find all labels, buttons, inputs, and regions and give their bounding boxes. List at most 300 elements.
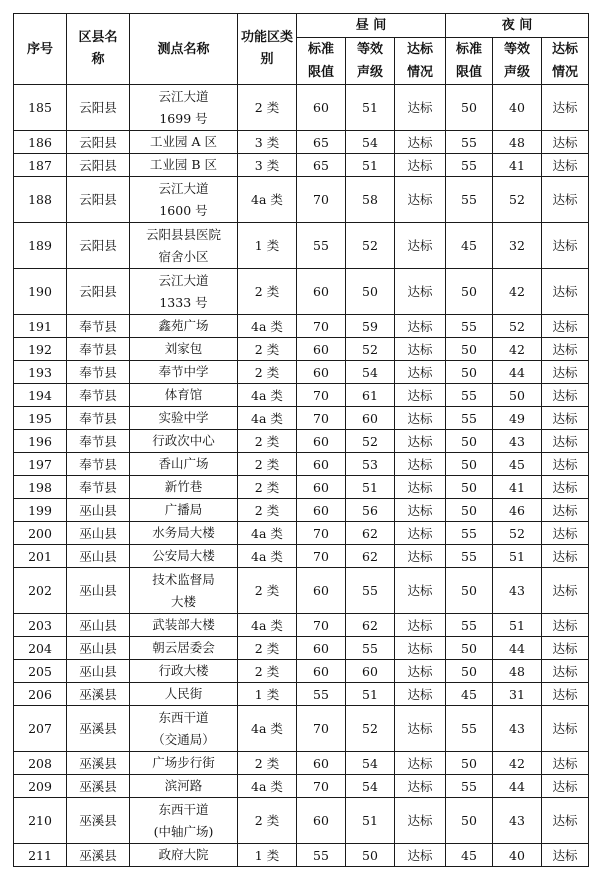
row-zone: 4a 类 bbox=[238, 614, 297, 637]
row-night-status: 达标 bbox=[542, 453, 589, 476]
row-night-level: 52 bbox=[493, 522, 542, 545]
row-zone: 2 类 bbox=[238, 798, 297, 844]
table-row bbox=[14, 269, 589, 315]
row-seq: 186 bbox=[14, 131, 67, 154]
header-night-level bbox=[493, 38, 542, 85]
row-day-level: 50 bbox=[346, 844, 395, 867]
row-site bbox=[130, 269, 238, 315]
row-zone: 1 类 bbox=[238, 683, 297, 706]
row-zone: 4a 类 bbox=[238, 384, 297, 407]
row-night-level: 44 bbox=[493, 361, 542, 384]
row-day-status: 达标 bbox=[395, 775, 446, 798]
row-site-line: 云江大道 bbox=[158, 272, 209, 288]
noise-monitoring-table bbox=[13, 13, 589, 867]
row-night-status: 达标 bbox=[542, 798, 589, 844]
row-night-limit: 55 bbox=[446, 131, 493, 154]
row-day-limit: 60 bbox=[297, 568, 346, 614]
header-day-limit-text: 标准限值 bbox=[307, 42, 334, 80]
row-site-line: 人民街 bbox=[164, 686, 203, 701]
row-night-limit: 50 bbox=[446, 637, 493, 660]
row-site-line: 刘家包 bbox=[164, 341, 203, 356]
row-county: 奉节县 bbox=[67, 476, 130, 499]
table-row bbox=[14, 706, 589, 752]
row-site-line: 工业园 B 区 bbox=[149, 157, 218, 172]
row-night-status: 达标 bbox=[542, 706, 589, 752]
row-site-line: 鑫苑广场 bbox=[158, 318, 209, 333]
row-day-level: 51 bbox=[346, 154, 395, 177]
row-site bbox=[130, 614, 238, 637]
row-site-line: 广场步行街 bbox=[152, 755, 215, 770]
row-day-limit: 60 bbox=[297, 361, 346, 384]
row-site bbox=[130, 476, 238, 499]
row-zone: 2 类 bbox=[238, 430, 297, 453]
table-row bbox=[14, 476, 589, 499]
row-zone: 2 类 bbox=[238, 453, 297, 476]
row-day-status: 达标 bbox=[395, 384, 446, 407]
table-row bbox=[14, 407, 589, 430]
row-site-line: 行政大楼 bbox=[158, 663, 209, 678]
row-site-line: 宿舍小区 bbox=[158, 248, 209, 264]
row-site-line: 云阳县县医院 bbox=[145, 226, 221, 242]
row-day-level: 54 bbox=[346, 131, 395, 154]
row-zone: 2 类 bbox=[238, 499, 297, 522]
table-row bbox=[14, 499, 589, 522]
row-site bbox=[130, 177, 238, 223]
row-night-limit: 50 bbox=[446, 568, 493, 614]
header-night-limit-text: 标准限值 bbox=[455, 42, 482, 80]
row-night-limit: 45 bbox=[446, 683, 493, 706]
row-day-limit: 70 bbox=[297, 706, 346, 752]
row-night-level: 43 bbox=[493, 568, 542, 614]
row-night-status: 达标 bbox=[542, 775, 589, 798]
row-site bbox=[130, 637, 238, 660]
row-day-status: 达标 bbox=[395, 85, 446, 131]
row-seq: 204 bbox=[14, 637, 67, 660]
row-day-level: 58 bbox=[346, 177, 395, 223]
table-row bbox=[14, 361, 589, 384]
row-day-level: 53 bbox=[346, 453, 395, 476]
row-night-limit: 55 bbox=[446, 154, 493, 177]
row-day-limit: 60 bbox=[297, 752, 346, 775]
row-night-status: 达标 bbox=[542, 844, 589, 867]
row-site bbox=[130, 315, 238, 338]
row-night-status: 达标 bbox=[542, 131, 589, 154]
row-seq: 202 bbox=[14, 568, 67, 614]
row-site bbox=[130, 683, 238, 706]
row-night-limit: 50 bbox=[446, 752, 493, 775]
row-night-limit: 55 bbox=[446, 545, 493, 568]
table-row bbox=[14, 545, 589, 568]
row-day-limit: 60 bbox=[297, 85, 346, 131]
row-site-line: 政府大院 bbox=[158, 847, 209, 862]
header-zone-text: 功能区类别 bbox=[241, 30, 294, 67]
row-county: 巫山县 bbox=[67, 545, 130, 568]
row-site bbox=[130, 499, 238, 522]
row-night-level: 42 bbox=[493, 269, 542, 315]
row-night-status: 达标 bbox=[542, 752, 589, 775]
row-zone: 4a 类 bbox=[238, 177, 297, 223]
row-seq: 192 bbox=[14, 338, 67, 361]
row-night-level: 51 bbox=[493, 545, 542, 568]
row-day-status: 达标 bbox=[395, 499, 446, 522]
row-night-limit: 45 bbox=[446, 844, 493, 867]
row-day-status: 达标 bbox=[395, 430, 446, 453]
row-day-limit: 55 bbox=[297, 844, 346, 867]
row-day-status: 达标 bbox=[395, 407, 446, 430]
row-night-status: 达标 bbox=[542, 269, 589, 315]
row-night-limit: 50 bbox=[446, 453, 493, 476]
row-day-limit: 65 bbox=[297, 131, 346, 154]
table-row bbox=[14, 430, 589, 453]
row-seq: 193 bbox=[14, 361, 67, 384]
row-seq: 187 bbox=[14, 154, 67, 177]
row-site-line: 云江大道 bbox=[158, 180, 209, 196]
header-day-level-text: 等效声级 bbox=[356, 42, 383, 80]
row-county: 巫溪县 bbox=[67, 798, 130, 844]
row-site-line: 公安局大楼 bbox=[152, 548, 215, 563]
row-county: 奉节县 bbox=[67, 407, 130, 430]
row-day-limit: 70 bbox=[297, 177, 346, 223]
header-seq: 序号 bbox=[14, 14, 67, 85]
row-day-limit: 60 bbox=[297, 499, 346, 522]
row-site-line: 武装部大楼 bbox=[152, 617, 215, 632]
row-site bbox=[130, 798, 238, 844]
row-night-status: 达标 bbox=[542, 660, 589, 683]
row-day-status: 达标 bbox=[395, 568, 446, 614]
row-zone: 4a 类 bbox=[238, 407, 297, 430]
table-row bbox=[14, 798, 589, 844]
row-day-level: 50 bbox=[346, 269, 395, 315]
row-night-limit: 50 bbox=[446, 798, 493, 844]
row-site bbox=[130, 85, 238, 131]
row-zone: 2 类 bbox=[238, 361, 297, 384]
row-day-level: 62 bbox=[346, 614, 395, 637]
row-site bbox=[130, 706, 238, 752]
row-county: 奉节县 bbox=[67, 338, 130, 361]
table-row bbox=[14, 568, 589, 614]
row-night-status: 达标 bbox=[542, 522, 589, 545]
row-day-level: 62 bbox=[346, 545, 395, 568]
row-day-status: 达标 bbox=[395, 223, 446, 269]
row-site-line: 工业园 A 区 bbox=[150, 134, 217, 149]
row-zone: 2 类 bbox=[238, 752, 297, 775]
row-site-line: 奉节中学 bbox=[158, 364, 209, 379]
row-seq: 191 bbox=[14, 315, 67, 338]
row-day-level: 60 bbox=[346, 660, 395, 683]
row-county: 巫山县 bbox=[67, 499, 130, 522]
header-day: 昼 间 bbox=[297, 14, 446, 38]
header-county-text: 区县名称 bbox=[78, 30, 118, 67]
row-county: 奉节县 bbox=[67, 453, 130, 476]
row-day-level: 51 bbox=[346, 476, 395, 499]
row-site-line: 技术监督局 bbox=[152, 571, 215, 587]
row-zone: 4a 类 bbox=[238, 522, 297, 545]
row-night-status: 达标 bbox=[542, 85, 589, 131]
row-night-status: 达标 bbox=[542, 315, 589, 338]
row-seq: 195 bbox=[14, 407, 67, 430]
row-day-level: 61 bbox=[346, 384, 395, 407]
row-seq: 206 bbox=[14, 683, 67, 706]
row-site-line: 东西干道 bbox=[158, 709, 209, 725]
row-night-limit: 50 bbox=[446, 476, 493, 499]
row-day-status: 达标 bbox=[395, 614, 446, 637]
row-night-level: 48 bbox=[493, 131, 542, 154]
table-row bbox=[14, 752, 589, 775]
row-night-level: 31 bbox=[493, 683, 542, 706]
row-day-status: 达标 bbox=[395, 315, 446, 338]
row-seq: 185 bbox=[14, 85, 67, 131]
row-site bbox=[130, 775, 238, 798]
row-county: 巫溪县 bbox=[67, 752, 130, 775]
row-night-status: 达标 bbox=[542, 568, 589, 614]
row-day-level: 52 bbox=[346, 430, 395, 453]
table-row bbox=[14, 844, 589, 867]
row-day-level: 59 bbox=[346, 315, 395, 338]
row-day-status: 达标 bbox=[395, 637, 446, 660]
row-county: 巫溪县 bbox=[67, 844, 130, 867]
header-day-limit bbox=[297, 38, 346, 85]
row-night-status: 达标 bbox=[542, 384, 589, 407]
row-day-status: 达标 bbox=[395, 453, 446, 476]
row-day-limit: 70 bbox=[297, 407, 346, 430]
row-night-level: 42 bbox=[493, 752, 542, 775]
row-seq: 194 bbox=[14, 384, 67, 407]
table-row bbox=[14, 775, 589, 798]
row-seq: 190 bbox=[14, 269, 67, 315]
row-day-limit: 60 bbox=[297, 453, 346, 476]
row-night-status: 达标 bbox=[542, 683, 589, 706]
row-seq: 196 bbox=[14, 430, 67, 453]
row-night-level: 40 bbox=[493, 844, 542, 867]
row-site bbox=[130, 660, 238, 683]
document-page bbox=[13, 13, 588, 867]
row-seq: 210 bbox=[14, 798, 67, 844]
row-day-limit: 70 bbox=[297, 315, 346, 338]
row-night-limit: 55 bbox=[446, 384, 493, 407]
row-night-level: 52 bbox=[493, 177, 542, 223]
row-night-level: 48 bbox=[493, 660, 542, 683]
row-site bbox=[130, 522, 238, 545]
row-night-limit: 55 bbox=[446, 407, 493, 430]
header-night-level-text: 等效声级 bbox=[503, 42, 530, 80]
row-seq: 199 bbox=[14, 499, 67, 522]
row-night-status: 达标 bbox=[542, 223, 589, 269]
header-site: 测点名称 bbox=[130, 14, 238, 85]
row-night-level: 42 bbox=[493, 338, 542, 361]
row-day-status: 达标 bbox=[395, 476, 446, 499]
table-row bbox=[14, 637, 589, 660]
row-site-line: 新竹巷 bbox=[164, 479, 203, 494]
row-night-limit: 45 bbox=[446, 223, 493, 269]
row-site bbox=[130, 154, 238, 177]
row-night-limit: 55 bbox=[446, 522, 493, 545]
row-day-limit: 60 bbox=[297, 338, 346, 361]
row-site-line: 东西干道 bbox=[158, 801, 209, 817]
row-day-status: 达标 bbox=[395, 683, 446, 706]
row-county: 奉节县 bbox=[67, 361, 130, 384]
row-seq: 198 bbox=[14, 476, 67, 499]
row-county: 奉节县 bbox=[67, 384, 130, 407]
row-day-level: 51 bbox=[346, 798, 395, 844]
row-day-limit: 60 bbox=[297, 430, 346, 453]
row-county: 巫溪县 bbox=[67, 683, 130, 706]
table-row bbox=[14, 315, 589, 338]
row-site bbox=[130, 545, 238, 568]
row-day-limit: 70 bbox=[297, 614, 346, 637]
row-night-level: 41 bbox=[493, 476, 542, 499]
row-night-status: 达标 bbox=[542, 177, 589, 223]
row-seq: 205 bbox=[14, 660, 67, 683]
header-row-top bbox=[14, 14, 589, 38]
row-day-status: 达标 bbox=[395, 177, 446, 223]
row-county: 巫山县 bbox=[67, 660, 130, 683]
row-night-status: 达标 bbox=[542, 430, 589, 453]
row-county: 巫山县 bbox=[67, 522, 130, 545]
row-day-level: 55 bbox=[346, 568, 395, 614]
row-zone: 3 类 bbox=[238, 131, 297, 154]
row-day-status: 达标 bbox=[395, 361, 446, 384]
table-row bbox=[14, 683, 589, 706]
row-day-limit: 60 bbox=[297, 660, 346, 683]
row-county: 云阳县 bbox=[67, 223, 130, 269]
row-day-level: 62 bbox=[346, 522, 395, 545]
row-day-level: 52 bbox=[346, 338, 395, 361]
table-row bbox=[14, 614, 589, 637]
row-site bbox=[130, 361, 238, 384]
row-site-line: 香山广场 bbox=[158, 456, 209, 471]
row-site-line: 实验中学 bbox=[158, 410, 209, 425]
row-site-line: 水务局大楼 bbox=[152, 525, 215, 540]
row-zone: 2 类 bbox=[238, 568, 297, 614]
row-seq: 211 bbox=[14, 844, 67, 867]
row-day-level: 55 bbox=[346, 637, 395, 660]
row-zone: 4a 类 bbox=[238, 545, 297, 568]
table-row bbox=[14, 223, 589, 269]
row-seq: 201 bbox=[14, 545, 67, 568]
row-site-line: 滨河路 bbox=[164, 778, 203, 793]
row-site bbox=[130, 568, 238, 614]
row-zone: 4a 类 bbox=[238, 706, 297, 752]
row-night-level: 51 bbox=[493, 614, 542, 637]
row-zone: 4a 类 bbox=[238, 775, 297, 798]
row-site-line: 行政次中心 bbox=[152, 433, 215, 448]
row-night-level: 43 bbox=[493, 706, 542, 752]
row-night-level: 44 bbox=[493, 775, 542, 798]
row-site bbox=[130, 407, 238, 430]
header-day-status-text: 达标情况 bbox=[406, 42, 433, 80]
row-night-limit: 50 bbox=[446, 430, 493, 453]
row-county: 巫山县 bbox=[67, 637, 130, 660]
table-row bbox=[14, 85, 589, 131]
row-zone: 2 类 bbox=[238, 476, 297, 499]
table-row bbox=[14, 131, 589, 154]
row-night-limit: 55 bbox=[446, 177, 493, 223]
row-day-status: 达标 bbox=[395, 522, 446, 545]
row-zone: 2 类 bbox=[238, 269, 297, 315]
row-night-status: 达标 bbox=[542, 545, 589, 568]
table-row bbox=[14, 522, 589, 545]
row-county: 云阳县 bbox=[67, 177, 130, 223]
row-day-status: 达标 bbox=[395, 706, 446, 752]
row-county: 奉节县 bbox=[67, 315, 130, 338]
row-night-level: 40 bbox=[493, 85, 542, 131]
row-county: 云阳县 bbox=[67, 85, 130, 131]
row-night-limit: 50 bbox=[446, 338, 493, 361]
header-night-limit bbox=[446, 38, 493, 85]
header-day-level bbox=[346, 38, 395, 85]
row-zone: 1 类 bbox=[238, 844, 297, 867]
row-site bbox=[130, 430, 238, 453]
row-site bbox=[130, 384, 238, 407]
row-night-status: 达标 bbox=[542, 499, 589, 522]
header-day-status bbox=[395, 38, 446, 85]
header-zone bbox=[238, 14, 297, 85]
row-day-level: 51 bbox=[346, 683, 395, 706]
row-county: 云阳县 bbox=[67, 131, 130, 154]
row-county: 巫山县 bbox=[67, 568, 130, 614]
row-site-line: 1600 号 bbox=[159, 202, 208, 218]
row-night-status: 达标 bbox=[542, 407, 589, 430]
row-day-level: 54 bbox=[346, 775, 395, 798]
row-night-level: 46 bbox=[493, 499, 542, 522]
row-site-line: 1333 号 bbox=[159, 294, 208, 310]
row-night-limit: 55 bbox=[446, 614, 493, 637]
row-day-status: 达标 bbox=[395, 131, 446, 154]
row-night-limit: 50 bbox=[446, 660, 493, 683]
row-site bbox=[130, 752, 238, 775]
row-night-level: 41 bbox=[493, 154, 542, 177]
row-seq: 188 bbox=[14, 177, 67, 223]
row-day-status: 达标 bbox=[395, 338, 446, 361]
row-night-limit: 50 bbox=[446, 85, 493, 131]
row-day-level: 56 bbox=[346, 499, 395, 522]
row-seq: 209 bbox=[14, 775, 67, 798]
row-day-limit: 70 bbox=[297, 522, 346, 545]
row-county: 奉节县 bbox=[67, 430, 130, 453]
table-row bbox=[14, 154, 589, 177]
row-zone: 3 类 bbox=[238, 154, 297, 177]
row-county: 云阳县 bbox=[67, 269, 130, 315]
row-site-line: 大楼 bbox=[170, 593, 196, 609]
row-site-line: 1699 号 bbox=[159, 110, 208, 126]
table-row bbox=[14, 384, 589, 407]
row-site-line: 云江大道 bbox=[158, 88, 209, 104]
row-county: 巫溪县 bbox=[67, 775, 130, 798]
row-day-limit: 60 bbox=[297, 637, 346, 660]
row-day-level: 54 bbox=[346, 361, 395, 384]
row-night-level: 32 bbox=[493, 223, 542, 269]
row-day-status: 达标 bbox=[395, 269, 446, 315]
row-day-level: 54 bbox=[346, 752, 395, 775]
row-zone: 2 类 bbox=[238, 637, 297, 660]
row-night-level: 43 bbox=[493, 430, 542, 453]
row-night-status: 达标 bbox=[542, 154, 589, 177]
header-night-status bbox=[542, 38, 589, 85]
row-night-level: 50 bbox=[493, 384, 542, 407]
table-row bbox=[14, 338, 589, 361]
row-site-line: (中轴广场) bbox=[153, 823, 214, 839]
row-day-limit: 65 bbox=[297, 154, 346, 177]
table-row bbox=[14, 453, 589, 476]
row-seq: 200 bbox=[14, 522, 67, 545]
row-night-level: 52 bbox=[493, 315, 542, 338]
row-site-line: 体育馆 bbox=[164, 387, 203, 402]
row-night-status: 达标 bbox=[542, 614, 589, 637]
row-county: 云阳县 bbox=[67, 154, 130, 177]
row-county: 巫溪县 bbox=[67, 706, 130, 752]
row-day-level: 60 bbox=[346, 407, 395, 430]
row-day-level: 51 bbox=[346, 85, 395, 131]
